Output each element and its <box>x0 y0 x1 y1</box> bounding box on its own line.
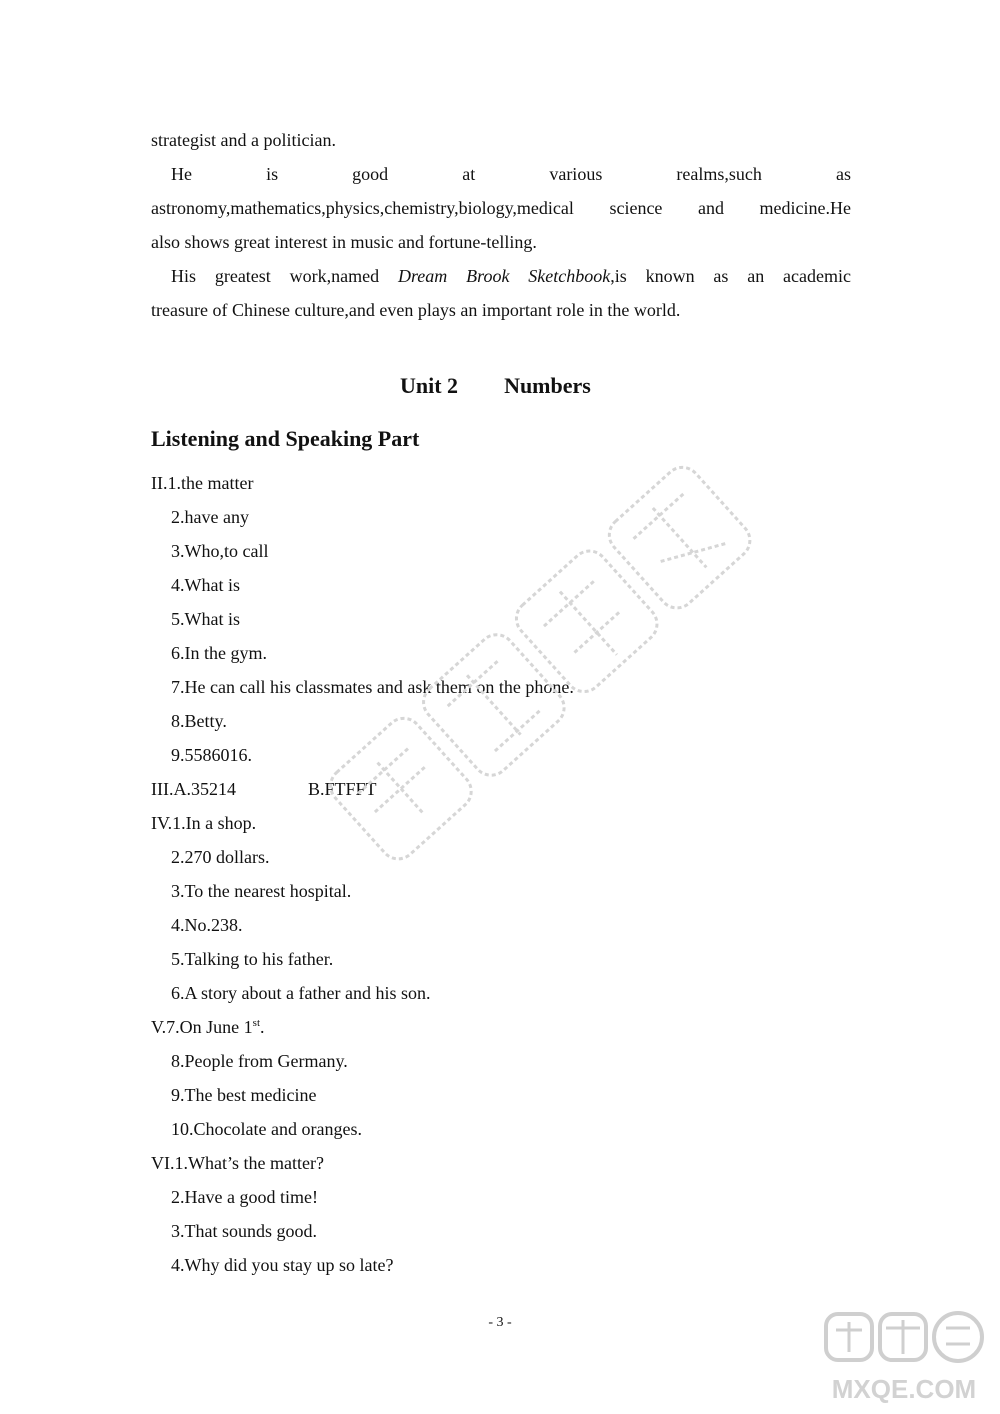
answer-item: 9.The best medicine <box>171 1085 317 1105</box>
site-logo <box>818 1306 990 1406</box>
word: is <box>266 164 279 184</box>
word: medicine.He <box>759 198 851 218</box>
answer-item: IV.1.In a shop. <box>151 813 257 833</box>
intro-line-6: treasure of Chinese culture,and even plays an important role in the world. <box>151 300 681 320</box>
word: astronomy,mathematics,physics,chemistry,biology,medical <box>151 198 574 218</box>
intro-line-4: also shows great interest in music and fortune-telling. <box>151 232 537 252</box>
answer-text: V.7.On June 1 <box>151 1017 253 1037</box>
book-title: Dream Brook Sketchbook <box>397 266 611 286</box>
section-title: Listening and Speaking Part <box>151 426 420 451</box>
answer-item: 6.A story about a father and his son. <box>171 983 431 1003</box>
intro-text: His greatest work,named <box>171 266 398 286</box>
answer-item: 7.He can call his classmates and ask them on the phone. <box>171 677 574 697</box>
answer-item <box>151 1016 265 1038</box>
logo-text: MXQE.COM <box>831 1374 977 1404</box>
word: good <box>352 164 389 184</box>
word: He <box>171 164 192 184</box>
answer-item: 4.Why did you stay up so late? <box>171 1255 394 1275</box>
answer-text: . <box>260 1017 265 1037</box>
answer-item: B.FTFFT <box>308 779 377 799</box>
answer-item: II.1.the matter <box>151 473 254 493</box>
intro-line-3 <box>151 197 851 219</box>
page-number: - 3 - <box>488 1315 512 1330</box>
word: realms,such <box>676 164 762 184</box>
intro-line-2 <box>171 163 851 185</box>
answer-item: 3.That sounds good. <box>171 1221 317 1241</box>
unit-title <box>400 373 591 399</box>
answer-item: 2.Have a good time! <box>171 1187 318 1207</box>
word: as <box>835 164 851 184</box>
word: various <box>549 164 603 184</box>
word: science <box>609 198 663 218</box>
superscript: st <box>252 1017 261 1029</box>
answer-item: 9.5586016. <box>171 745 252 765</box>
word: and <box>697 198 724 218</box>
answer-item: 8.Betty. <box>171 711 227 731</box>
answer-item: 8.People from Germany. <box>171 1051 348 1071</box>
answer-item: 5.What is <box>171 609 240 629</box>
answer-item: III.A.35214 <box>151 779 236 799</box>
answer-item: 10.Chocolate and oranges. <box>171 1119 362 1139</box>
unit-name: Numbers <box>504 373 591 398</box>
word: at <box>462 164 476 184</box>
intro-line-1: strategist and a politician. <box>151 130 336 150</box>
answer-item: 6.In the gym. <box>171 643 267 663</box>
answer-item: 2.have any <box>171 507 249 527</box>
answer-item: 2.270 dollars. <box>171 847 270 867</box>
answer-item: VI.1.What’s the matter? <box>151 1153 324 1173</box>
intro-text: ,is known as an academic <box>610 266 852 286</box>
answer-item: 4.What is <box>171 575 240 595</box>
unit-number: Unit 2 <box>400 373 459 398</box>
answer-item: 3.To the nearest hospital. <box>171 881 352 901</box>
watermark-graphic <box>270 390 870 950</box>
intro-line-5 <box>171 265 851 287</box>
answer-item: 3.Who,to call <box>171 541 269 561</box>
answer-item: 5.Talking to his father. <box>171 949 334 969</box>
answer-item: 4.No.238. <box>171 915 243 935</box>
